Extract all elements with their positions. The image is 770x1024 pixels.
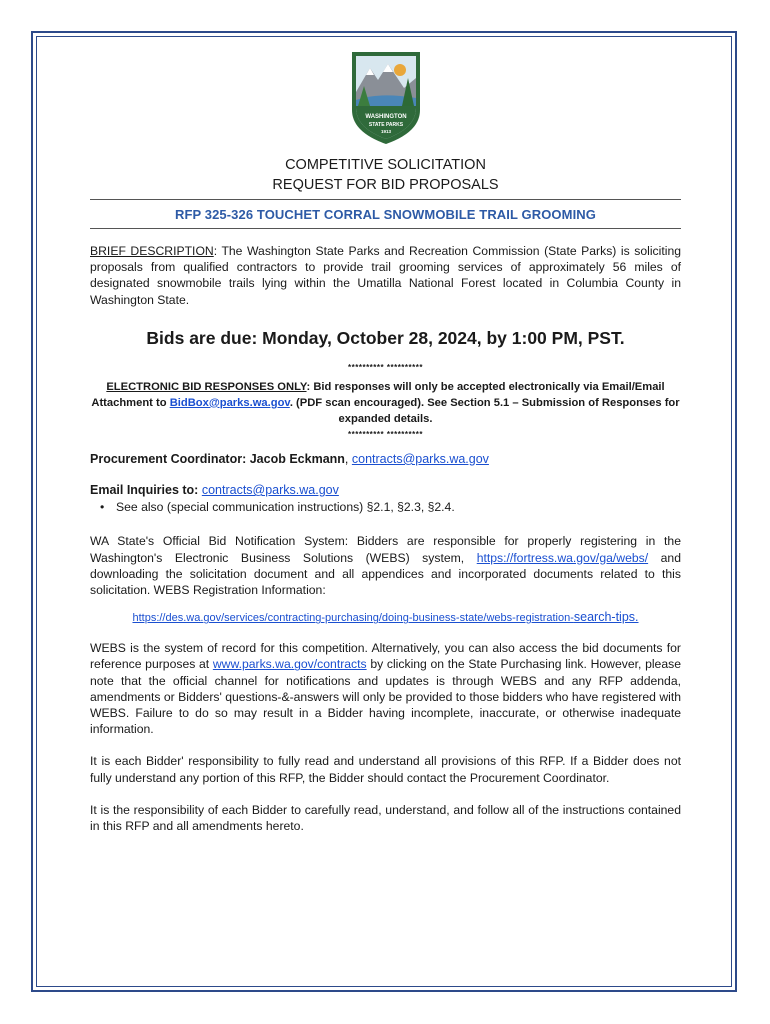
inquiries-bullet-item — [90, 499, 681, 515]
washington-state-parks-logo — [90, 48, 681, 146]
logo-line3: 1913 — [380, 129, 391, 134]
logo-line2: STATE PARKS — [368, 122, 403, 128]
bidder-responsibility-paragraph: It is each Bidder' responsibility to fully read and understand all provisions of this RFP. If a Bidder does not fully understand any portion of this RFP, the Bidder should contact the Procurement Coordinator. — [90, 754, 681, 785]
title-line-2: REQUEST FOR BID PROPOSALS — [272, 177, 499, 193]
bidbox-email-link[interactable]: BidBox@parks.wa.gov — [169, 396, 290, 409]
bullet-icon: • — [100, 500, 105, 515]
inquiries-label: Email Inquiries to: — [90, 483, 202, 498]
logo-badge-icon — [348, 48, 424, 146]
logo-line1: WASHINGTON — [364, 114, 407, 120]
bids-due-line — [90, 328, 681, 349]
procurement-coordinator — [90, 451, 681, 467]
coordinator-label: Procurement Coordinator: Jacob Eckmann — [90, 451, 345, 466]
electronic-bid-text-2: . (PDF scan encouraged). See Section 5.1 – Submission of Responses for expanded details. — [289, 396, 680, 425]
coordinator-sep: , — [344, 451, 352, 466]
parks-contracts-link[interactable]: www.parks.wa.gov/contracts — [212, 657, 367, 672]
title-line-1: COMPETITIVE SOLICITATION — [285, 157, 486, 173]
email-inquiries — [90, 482, 681, 498]
webs-registration-link-main: https://des.wa.gov/services/contracting-purchasing/doing-business-state/webs-registration- — [132, 612, 574, 625]
separator-stars-bottom: ********** ********** — [348, 429, 423, 439]
webs-registration-link[interactable] — [132, 612, 638, 624]
bids-due-text: : Monday, October 28, 2024, by 1:00 PM, PST. — [251, 327, 625, 348]
electronic-bid-label: ELECTRONIC BID RESPONSES ONLY — [106, 380, 307, 393]
rfp-title-bar: RFP 325-326 TOUCHET CORRAL SNOWMOBILE TRAIL GROOMING — [90, 199, 681, 229]
inquiries-email-link[interactable]: contracts@parks.wa.gov — [201, 483, 339, 498]
system-of-record-paragraph — [90, 640, 681, 737]
brief-description-label: BRIEF DESCRIPTION — [90, 244, 214, 258]
inquiries-bullet-text: See also (special communication instructions) §2.1, §2.3, §2.4. — [116, 500, 455, 515]
bids-due-label: Bids are due — [146, 327, 252, 348]
document-page — [90, 40, 681, 834]
separator-stars-top: ********** ********** — [348, 362, 423, 372]
electronic-bid-text-1: : Bid responses will only be accepted electronically via Email/Email Attachment to — [91, 380, 665, 409]
brief-description — [90, 243, 681, 308]
webs-text-1: WA State's Official Bid Notification System: Bidders are responsible for properly registering in the Washington's Electronic Business Solutions (WEBS) system, — [90, 534, 681, 565]
record-text-1: WEBS is the system of record for this competition. Alternatively, you can also access the bid documents for reference purposes at — [90, 641, 681, 672]
webs-text-2: and downloading the solicitation document and all appendices and incorporated documents related to this solicitation. WEBS Registration Information: — [90, 550, 681, 598]
webs-notification-paragraph — [90, 533, 681, 598]
document-title — [90, 155, 681, 195]
webs-registration-link-line — [90, 610, 681, 624]
webs-fortress-link[interactable]: https://fortress.wa.gov/ga/webs/ — [476, 550, 649, 565]
read-carefully-paragraph: It is the responsibility of each Bidder to carefully read, understand, and follow all of the instructions contained in this RFP and all amendments hereto. — [90, 802, 681, 834]
webs-registration-link-tail: search-tips. — [573, 610, 639, 625]
brief-description-text: : The Washington State Parks and Recreation Commission (State Parks) is soliciting proposals from qualified contractors to provide trail grooming services of approximately 56 miles of designated snowmobile trails lying within the Umatilla National Forest located in Columbia County in Washington State. — [90, 244, 681, 307]
record-text-2: by clicking on the State Purchasing link. However, please note that the official channel for notifications and updates is through WEBS and any RFP addenda, amendments or Bidders' questions-&-answers will only be provided to those bidders who have registered with WEBS. Failure to do so may result in a Bidder having incomplete, inaccurate, or otherwise inadequate information. — [90, 657, 681, 737]
electronic-bid-notice — [90, 379, 681, 427]
coordinator-email-link[interactable]: contracts@parks.wa.gov — [351, 451, 489, 466]
